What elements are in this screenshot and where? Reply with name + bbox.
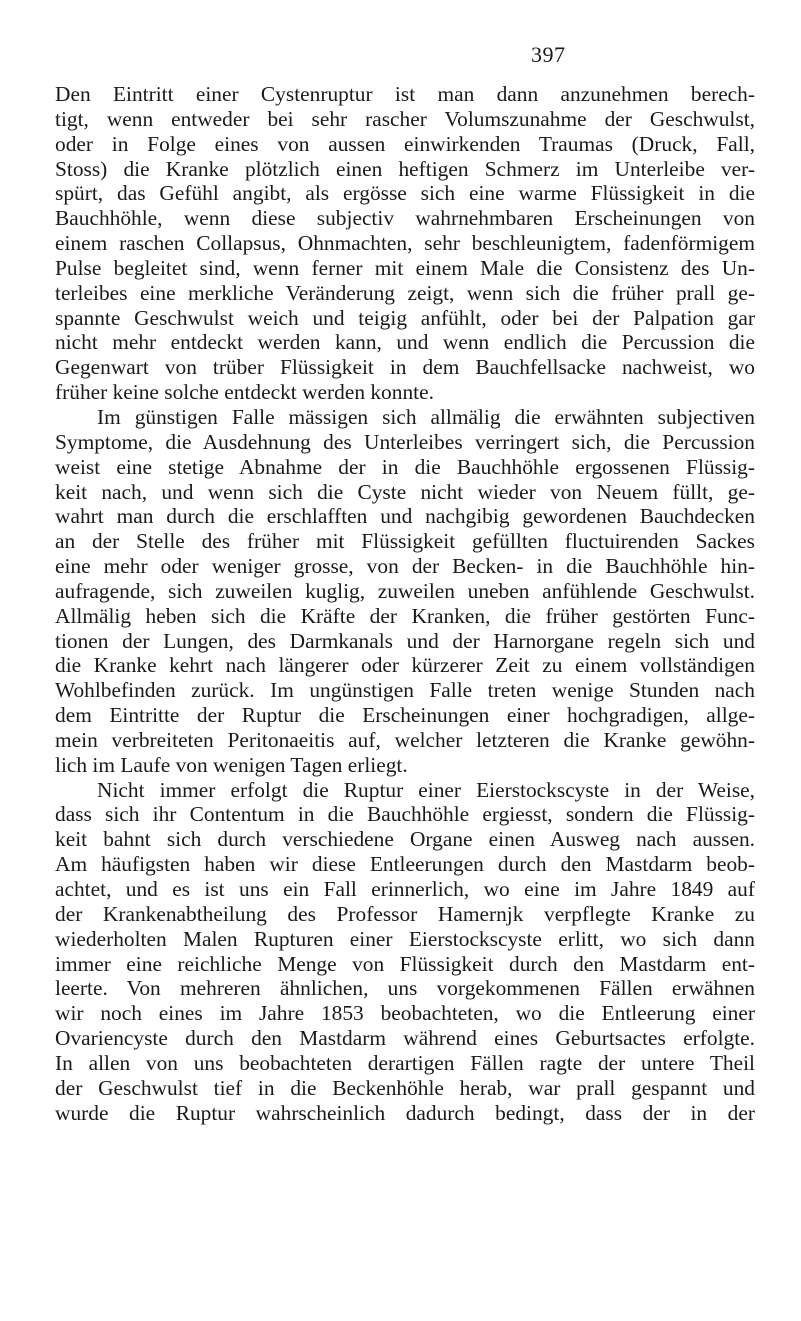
text-line: achtet, und es ist uns ein Fall erinnerlich, wo eine im Jahre 1849 auf	[55, 877, 755, 901]
text-line: terleibes eine merkliche Veränderung zeigt, wenn sich die früher prall ge-	[55, 280, 755, 305]
text-line: immer eine reichliche Menge von Flüssigkeit durch den Mastdarm ent-	[55, 951, 755, 976]
text-line: spannte Geschwulst weich und teigig anfühlt, oder bei der Palpation gar	[55, 305, 755, 330]
text-line: spürt, das Gefühl angibt, als ergösse sich eine warme Flüssigkeit in die	[55, 181, 755, 206]
text-line: Pulse begleitet sind, wenn ferner mit einem Male die Consistenz des Un-	[55, 255, 755, 280]
text-line: tionen der Lungen, des Darmkanals und der Harnorgane regeln sich und	[55, 628, 755, 653]
text-line: weist eine stetige Abnahme der in die Bauchhöhle ergossenen Flüssig-	[55, 454, 755, 479]
text-line: oder in Folge eines von aussen einwirkenden Traumas (Druck, Fall,	[55, 131, 755, 156]
paragraph	[55, 778, 755, 1126]
text-line: tigt, wenn entweder bei sehr rascher Volumszunahme der Geschwulst,	[55, 106, 755, 131]
text-line: keit bahnt sich durch verschiedene Organe einen Ausweg nach aussen.	[55, 827, 755, 852]
text-line: leerte. Von mehreren ähnlichen, uns vorgekommenen Fällen erwähnen	[55, 976, 755, 1001]
text-line: einem raschen Collapsus, Ohnmachten, sehr beschleunigtem, fadenförmigem	[55, 231, 755, 256]
text-line: die Kranke kehrt nach längerer oder kürzerer Zeit zu einem vollständigen	[55, 653, 755, 678]
text-line: Wohlbefinden zurück. Im ungünstigen Falle treten wenige Stunden nach	[55, 678, 755, 703]
text-line: früher keine solche entdeckt werden konnte.	[55, 380, 434, 405]
text-line: eine mehr oder weniger grosse, von der Becken- in die Bauchhöhle hin-	[55, 554, 755, 579]
text-line: keit nach, und wenn sich die Cyste nicht wieder von Neuem füllt, ge-	[55, 479, 755, 504]
text-line: Nicht immer erfolgt die Ruptur einer Eierstockscyste in der Weise,	[97, 777, 755, 802]
text-line: Symptome, die Ausdehnung des Unterleibes verringert sich, die Percussion	[55, 429, 755, 454]
text-line: lich im Laufe von wenigen Tagen erliegt.	[55, 752, 408, 777]
text-line: dem Eintritte der Ruptur die Erscheinungen einer hochgradigen, allge-	[55, 703, 755, 728]
text-line: Stoss) die Kranke plötzlich einen heftigen Schmerz im Unterleibe ver-	[55, 156, 755, 181]
text-line: Am häufigsten haben wir diese Entleerungen durch den Mastdarm beob-	[55, 852, 755, 877]
text-line: wahrt man durch die erschlafften und nachgibig gewordenen Bauchdecken	[55, 504, 755, 529]
text-line: der Geschwulst tief in die Beckenhöhle herab, war prall gespannt und	[55, 1075, 755, 1100]
paragraph	[55, 405, 755, 778]
text-line: der Krankenabtheilung des Professor Hamernjk verpflegte Kranke zu	[55, 901, 755, 926]
text-line: wir noch eines im Jahre 1853 beobachteten, wo die Entleerung einer	[55, 1001, 755, 1026]
text-line: In allen von uns beobachteten derartigen Fällen ragte der untere Theil	[55, 1050, 755, 1075]
text-line: wiederholten Malen Rupturen einer Eierstockscyste erlitt, wo sich dann	[55, 926, 755, 951]
text-line: Den Eintritt einer Cystenruptur ist man dann anzunehmen berech-	[55, 82, 755, 106]
text-line: Gegenwart von trüber Flüssigkeit in dem Bauchfellsacke nachweist, wo	[55, 355, 755, 380]
text-line: an der Stelle des früher mit Flüssigkeit gefüllten fluctuirenden Sackes	[55, 529, 755, 554]
text-line: nicht mehr entdeckt werden kann, und wenn endlich die Percussion die	[55, 330, 755, 355]
text-line: Bauchhöhle, wenn diese subjectiv wahrnehmbaren Erscheinungen von	[55, 206, 755, 231]
text-line: Ovariencyste durch den Mastdarm während eines Geburtsactes erfolgte.	[55, 1026, 755, 1051]
text-line: Im günstigen Falle mässigen sich allmälig die erwähnten subjectiven	[97, 404, 755, 429]
text-line: wurde die Ruptur wahrscheinlich dadurch bedingt, dass der in der	[55, 1100, 755, 1125]
text-line: mein verbreiteten Peritonaeitis auf, welcher letzteren die Kranke gewöhn-	[55, 727, 755, 752]
page-number: 397	[531, 42, 566, 67]
text-line: dass sich ihr Contentum in die Bauchhöhle ergiesst, sondern die Flüssig-	[55, 802, 755, 827]
text-line: aufragende, sich zuweilen kuglig, zuweilen uneben anfühlende Geschwulst.	[55, 578, 755, 603]
paragraph	[55, 82, 755, 405]
text-line: Allmälig heben sich die Kräfte der Kranken, die früher gestörten Func-	[55, 603, 755, 628]
body-text	[55, 82, 755, 1125]
